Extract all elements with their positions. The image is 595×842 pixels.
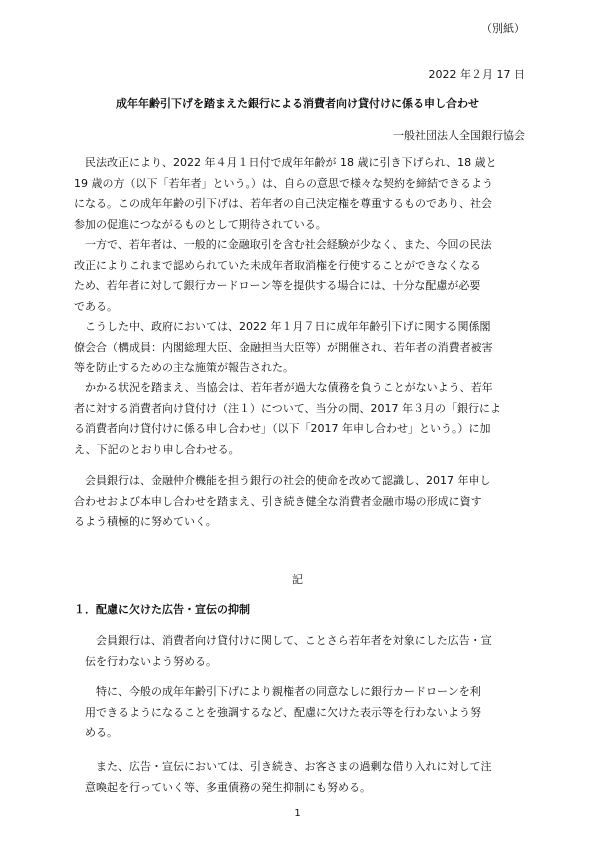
- paragraph-line: また、広告・宣伝においては、引き続き、お客さまの過剰な借り入れに対して注: [96, 760, 492, 773]
- paragraph-line: かかる状況を踏まえ、当協会は、若年者が過大な債務を負うことがないよう、若年: [85, 381, 493, 394]
- section-1-paragraph-3: [74, 757, 521, 798]
- intro-paragraph-5: [74, 471, 521, 533]
- intro-paragraph-1: [74, 153, 521, 235]
- intro-paragraph-4: [74, 378, 521, 460]
- paragraph-line: 19 歳の方（以下「若年者」という。）は、自らの意思で様々な契約を締結できるよう: [74, 176, 493, 190]
- section-1-paragraph-2: [74, 682, 521, 744]
- paragraph-line: 等を防止するための主な施策が報告された。: [74, 361, 294, 374]
- paragraph-line: 者に対する消費者向け貸付け（注１）について、当分の間、2017 年３月の「銀行によ: [74, 401, 502, 415]
- document-date: 2022 年２月 17 日: [428, 68, 525, 81]
- paragraph-line: え、下記のとおり申し合わせる。: [74, 442, 240, 456]
- paragraph-line: 改正によりこれまで認められていた未成年者取消権を行使することができなくなる: [74, 258, 481, 272]
- paragraph-line: ため、若年者に対して銀行カードローン等を提供する場合には、十分な配慮が必要: [74, 279, 481, 292]
- paragraph-line: 合わせおよび本申し合わせを踏まえ、引き続き健全な消費者金融市場の形成に資す: [74, 494, 482, 508]
- paragraph-line: である。: [74, 299, 118, 313]
- paragraph-line: 参加の促進につながるものとして期待されている。: [74, 217, 327, 231]
- paragraph-line: 用できるようになることを強調するなど、配慮に欠けた表示等を行わないよう努: [85, 705, 481, 719]
- paragraph-line: 会員銀行は、消費者向け貸付けに関して、ことさら若年者を対象にした広告・宣: [96, 634, 492, 647]
- paragraph-line: 会員銀行は、金融仲介機能を担う銀行の社会的使命を改めて認識し、2017 年申し: [85, 474, 491, 487]
- paragraph-line: るよう積極的に努めていく。: [74, 515, 217, 528]
- ki-marker: 記: [292, 573, 303, 586]
- paragraph-line: 特に、今般の成年年齢引下げにより親権者の同意なしに銀行カードローンを利: [96, 685, 481, 698]
- intro-paragraph-3: [74, 317, 521, 379]
- document-title: 成年年齢引下げを踏まえた銀行による消費者向け貸付けに係る申し合わせ: [116, 97, 479, 110]
- paragraph-line: 伝を行わないよう努める。: [85, 654, 217, 668]
- intro-paragraph-2: [74, 235, 521, 317]
- paragraph-line: る消費者向け貸付けに係る申し合わせ」（以下「2017 年申し合わせ」という。）に加: [74, 422, 491, 435]
- paragraph-line: 民法改正により、2022 年４月１日付で成年年齢が 18 歳に引き下げられ、18 歳と: [85, 156, 497, 169]
- annex-label: （別紙）: [481, 22, 525, 35]
- issuing-organization: 一般社団法人全国銀行協会: [393, 129, 525, 142]
- paragraph-line: 僚会合（構成員：内閣総理大臣、金融担当大臣等）が開催され、若年者の消費者被害: [74, 340, 493, 354]
- paragraph-line: める。: [85, 726, 118, 739]
- section-1-paragraph-1: [74, 631, 521, 672]
- page-number: 1: [294, 808, 301, 819]
- paragraph-line: 一方で、若年者は、一般的に金融取引を含む社会経験が少なく、また、今回の民法: [85, 238, 492, 251]
- section-1-heading: １．配慮に欠けた広告・宣伝の抑制: [74, 603, 250, 616]
- paragraph-line: になる。この成年年齢の引下げは、若年者の自己決定権を尊重するものであり、社会: [74, 197, 492, 210]
- paragraph-line: 意喚起を行っていく等、多重債務の発生抑制にも努める。: [85, 780, 371, 794]
- paragraph-line: こうした中、政府においては、2022 年１月７日に成年年齢引下げに関する関係閣: [85, 320, 491, 333]
